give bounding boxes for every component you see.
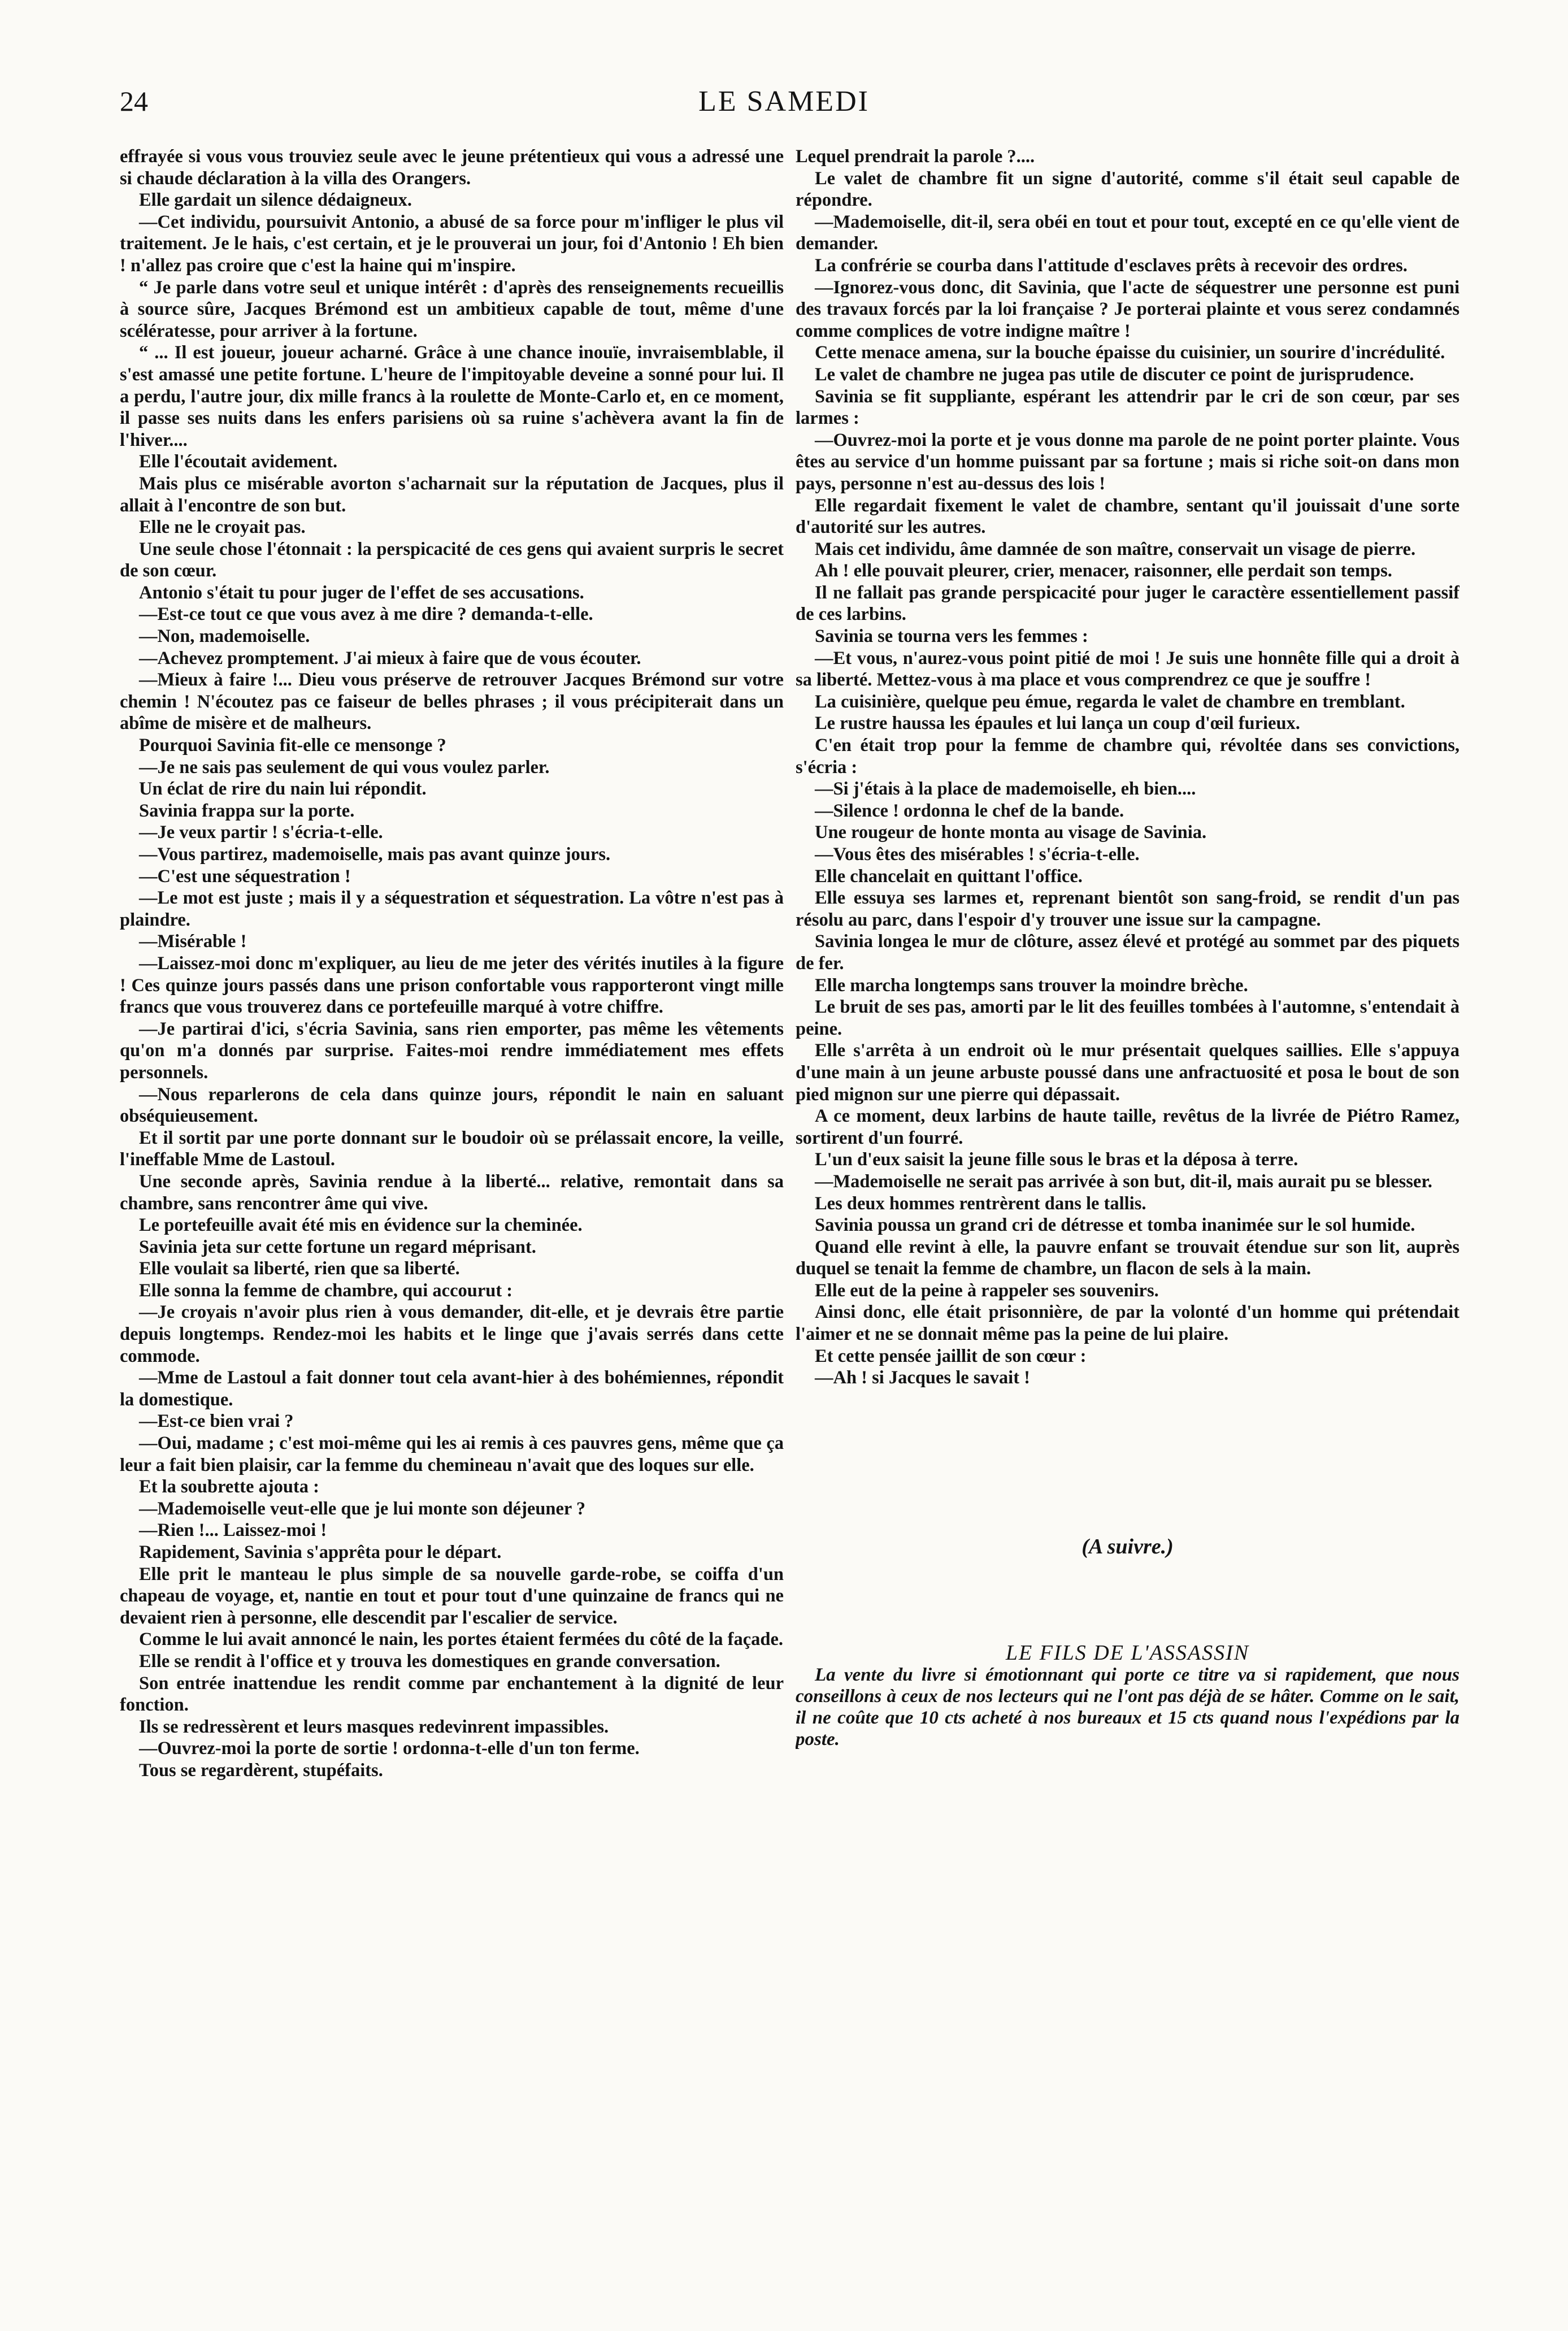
paragraph: Et la soubrette ajouta : bbox=[139, 1477, 319, 1497]
paragraph: Et il sortit par une porte donnant sur le boudoir où se prélassait encore, la veille, l'ineffable Mme de Lastoul. bbox=[120, 1127, 784, 1170]
paragraph: Elle marcha longtemps sans trouver la moindre brèche. bbox=[815, 975, 1248, 996]
paragraph: Elle gardait un silence dédaigneux. bbox=[139, 190, 412, 211]
notice-title: LE FILS DE L'ASSASSIN bbox=[1005, 1641, 1250, 1665]
paragraph: —Est-ce bien vrai ? bbox=[139, 1411, 294, 1432]
paragraph: Mais cet individu, âme damnée de son maître, conservait un visage de pierre. bbox=[815, 539, 1416, 559]
paragraph: —Non, mademoiselle. bbox=[139, 626, 310, 647]
paragraph: Elle ne le croyait pas. bbox=[139, 517, 306, 538]
paragraph: —Est-ce tout ce que vous avez à me dire ? demanda-t-elle. bbox=[139, 604, 593, 625]
paragraph: Mais plus ce misérable avorton s'acharnait sur la réputation de Jacques, plus il allait à l'encontre de son but. bbox=[120, 473, 784, 516]
paragraph: Cette menace amena, sur la bouche épaisse du cuisinier, un sourire d'incrédulité. bbox=[815, 342, 1445, 363]
paragraph: Tous se regardèrent, stupéfaits. bbox=[139, 1760, 383, 1781]
paragraph: —Cet individu, poursuivit Antonio, a abusé de sa force pour m'infliger le plus vil traitement. Je le hais, c'est certain, et je le prouverai un jour, foi d'Antonio ! Eh bien ! n'allez pas croire que c'est la haine qui m'inspire. bbox=[120, 211, 784, 276]
paragraph: —Ouvrez-moi la porte et je vous donne ma parole de ne point porter plainte. Vous êtes au service d'un homme puissant par sa fortune ; mais si riche soit-on dans mon pays, personne n'est au-dessus des lois ! bbox=[796, 429, 1460, 494]
notice-text: La vente du livre si émotionnant qui porte ce titre va si rapidement, que nous conseillons à ceux de nos lecteurs qui ne l'ont pas déjà de se hâter. Comme on le sait, il ne coûte que 10 cts acheté à nos bureaux et 15 cts quand nous l'expédions par la poste. bbox=[796, 1665, 1460, 1750]
paragraph: —Ignorez-vous donc, dit Savinia, que l'acte de séquestrer une personne est puni des travaux forcés par la loi française ? Je porterai plainte et vous serez condamnés comme complices de votre indigne maître ! bbox=[796, 277, 1460, 341]
paragraph: Elle chancelait en quittant l'office. bbox=[815, 866, 1083, 887]
paragraph: Et cette pensée jaillit de son cœur : bbox=[815, 1345, 1087, 1366]
paragraph: Ah ! elle pouvait pleurer, crier, menacer, raisonner, elle perdait son temps. bbox=[815, 561, 1392, 581]
to-be-continued: (A suivre.) bbox=[1081, 1534, 1174, 1559]
paragraph: —Misérable ! bbox=[139, 931, 247, 952]
paragraph: A ce moment, deux larbins de haute taille, revêtus de la livrée de Piétro Ramez, sortirent d'un fourré. bbox=[796, 1106, 1460, 1148]
paragraph: Savinia se tourna vers les femmes : bbox=[815, 626, 1088, 647]
paragraph: “ ... Il est joueur, joueur acharné. Grâce à une chance inouïe, invraisemblable, il s'est amassé une petite fortune. L'heure de l'impitoyable deveine a sonné pour lui. Il a perdu, l'autre jour, dix mille francs à la roulette de Monte-Carlo et, en ce moment, il passe ses nuits dans les enfers parisiens où sa ruine s'achèvera avant la fin de l'hiver.... bbox=[120, 342, 784, 450]
left-column bbox=[120, 146, 784, 2293]
paragraph: Comme le lui avait annoncé le nain, les portes étaient fermées du côté de la façade. bbox=[139, 1629, 784, 1650]
paragraph: Elle eut de la peine à rappeler ses souvenirs. bbox=[815, 1280, 1159, 1301]
right-column-text bbox=[796, 146, 1460, 1389]
paragraph: —Ouvrez-moi la porte de sortie ! ordonna-t-elle d'un ton ferme. bbox=[139, 1738, 640, 1759]
paragraph: —Silence ! ordonna le chef de la bande. bbox=[815, 800, 1124, 821]
paragraph: —Mme de Lastoul a fait donner tout cela avant-hier à des bohémiennes, répondit la domestique. bbox=[120, 1368, 784, 1410]
paragraph: —Et vous, n'aurez-vous point pitié de moi ! Je suis une honnête fille qui a droit à sa liberté. Mettez-vous à ma place et vous comprendrez ce que je souffre ! bbox=[796, 648, 1460, 691]
paragraph: Savinia frappa sur la porte. bbox=[139, 800, 355, 821]
paragraph: Le rustre haussa les épaules et lui lança un coup d'œil furieux. bbox=[815, 713, 1300, 734]
paragraph: Savinia jeta sur cette fortune un regard méprisant. bbox=[139, 1236, 536, 1257]
paragraph: —Laissez-moi donc m'expliquer, au lieu de me jeter des vérités inutiles à la figure ! Ces quinze jours passés dans une prison confortable vous rapporteront vingt mille francs que vous trouverez dans ce portefeuille marqué à votre chiffre. bbox=[120, 953, 784, 1018]
paragraph: —Mademoiselle ne serait pas arrivée à son but, dit-il, mais aurait pu se blesser. bbox=[815, 1171, 1432, 1192]
paragraph: Savinia longea le mur de clôture, assez élevé et protégé au sommet par des piquets de fer. bbox=[796, 931, 1460, 974]
paragraph: Son entrée inattendue les rendit comme par enchantement à la dignité de leur fonction. bbox=[120, 1673, 784, 1716]
paragraph: —Je veux partir ! s'écria-t-elle. bbox=[139, 822, 383, 843]
paragraph: —Mademoiselle, dit-il, sera obéi en tout et pour tout, excepté en ce qu'elle vient de demander. bbox=[796, 211, 1460, 254]
paragraph: —Nous reparlerons de cela dans quinze jours, répondit le nain en saluant obséquieusement. bbox=[120, 1084, 784, 1127]
page-number: 24 bbox=[120, 85, 148, 117]
paragraph: Savinia se fit suppliante, espérant les attendrir par le cri de son cœur, par ses larmes : bbox=[796, 386, 1460, 429]
paragraph: Le valet de chambre ne jugea pas utile de discuter ce point de jurisprudence. bbox=[815, 364, 1414, 385]
paragraph: La cuisinière, quelque peu émue, regarda le valet de chambre en tremblant. bbox=[815, 691, 1405, 712]
paragraph: Elle sonna la femme de chambre, qui accourut : bbox=[139, 1280, 513, 1301]
paragraph: Elle essuya ses larmes et, reprenant bientôt son sang-froid, se rendit d'un pas résolu au parc, dans l'espoir d'y trouver une issue sur la campagne. bbox=[796, 888, 1460, 930]
paragraph: —Le mot est juste ; mais il y a séquestration et séquestration. La vôtre n'est pas à plaindre. bbox=[120, 888, 784, 930]
paragraph: Elle regardait fixement le valet de chambre, sentant qu'il jouissait d'une sorte d'autorité sur les autres. bbox=[796, 495, 1460, 538]
paragraph: Elle voulait sa liberté, rien que sa liberté. bbox=[139, 1258, 460, 1279]
paragraph: Elle s'arrêta à un endroit où le mur présentait quelques saillies. Elle s'appuya d'une main à un jeune arbuste poussé dans une anfractuosité et posa le bout de son pied mignon sur une pierre qui dépassait. bbox=[796, 1040, 1460, 1105]
paragraph: effrayée si vous vous trouviez seule avec le jeune prétentieux qui vous a adressé une si chaude déclaration à la villa des Orangers. bbox=[120, 146, 784, 189]
paragraph: —Vous partirez, mademoiselle, mais pas avant quinze jours. bbox=[139, 844, 611, 865]
paragraph: Une seconde après, Savinia rendue à la liberté... relative, remontait dans sa chambre, sans rencontrer âme qui vive. bbox=[120, 1171, 784, 1214]
paragraph: Une rougeur de honte monta au visage de Savinia. bbox=[815, 822, 1207, 843]
paragraph: Ils se redressèrent et leurs masques redevinrent impassibles. bbox=[139, 1716, 609, 1737]
paragraph: Rapidement, Savinia s'apprêta pour le départ. bbox=[139, 1542, 502, 1562]
paragraph: Lequel prendrait la parole ?.... bbox=[796, 146, 1035, 167]
paragraph: —Mieux à faire !... Dieu vous préserve de retrouver Jacques Brémond sur votre chemin ! N'écoutez pas ce faiseur de belles phrases ; il vous précipiterait dans un abîme de misère et de malheurs. bbox=[120, 670, 784, 734]
paragraph: —Achevez promptement. J'ai mieux à faire que de vous écouter. bbox=[139, 648, 641, 669]
paragraph: Une seule chose l'étonnait : la perspicacité de ces gens qui avaient surpris le secret de son cœur. bbox=[120, 539, 784, 581]
paragraph: Il ne fallait pas grande perspicacité pour juger le caractère essentiellement passif de ces larbins. bbox=[796, 582, 1460, 625]
paragraph: —C'est une séquestration ! bbox=[139, 866, 351, 887]
paragraph: —Vous êtes des misérables ! s'écria-t-elle. bbox=[815, 844, 1140, 865]
paragraph: —Je partirai d'ici, s'écria Savinia, sans rien emporter, pas même les vêtements qu'on m'a donnés par surprise. Faites-moi rendre immédiatement mes effets personnels. bbox=[120, 1018, 784, 1083]
paragraph: Un éclat de rire du nain lui répondit. bbox=[139, 779, 427, 800]
paragraph: —Oui, madame ; c'est moi-même qui les ai remis à ces pauvres gens, même que ça leur a fait bien plaisir, car la femme du chemineau n'avait que des loques sur elle. bbox=[120, 1433, 784, 1475]
paragraph: Elle prit le manteau le plus simple de sa nouvelle garde-robe, se coiffa d'un chapeau de voyage, et, nantie en tout et pour tout d'une quinzaine de francs qui ne devaient rien à personne, elle descendit par l'escalier de service. bbox=[120, 1564, 784, 1628]
paragraph: Le valet de chambre fit un signe d'autorité, comme s'il était seul capable de répondre. bbox=[796, 168, 1460, 211]
right-column bbox=[796, 146, 1460, 2293]
paragraph: La confrérie se courba dans l'attitude d'esclaves prêts à recevoir des ordres. bbox=[815, 255, 1408, 276]
paragraph: Les deux hommes rentrèrent dans le tallis. bbox=[815, 1193, 1146, 1214]
paragraph: Elle l'écoutait avidement. bbox=[139, 452, 338, 472]
paragraph: Savinia poussa un grand cri de détresse et tomba inanimée sur le sol humide. bbox=[815, 1215, 1415, 1236]
paragraph: Le bruit de ses pas, amorti par le lit des feuilles tombées à l'automne, s'entendait à peine. bbox=[796, 997, 1460, 1039]
paragraph: —Mademoiselle veut-elle que je lui monte son déjeuner ? bbox=[139, 1498, 586, 1519]
paragraph: Pourquoi Savinia fit-elle ce mensonge ? bbox=[139, 735, 446, 756]
paragraph: Antonio s'était tu pour juger de l'effet de ses accusations. bbox=[139, 582, 584, 603]
paragraph: —Rien !... Laissez-moi ! bbox=[139, 1520, 327, 1541]
paragraph: C'en était trop pour la femme de chambre qui, révoltée dans ses convictions, s'écria : bbox=[796, 735, 1460, 778]
paragraph: —Si j'étais à la place de mademoiselle, eh bien.... bbox=[815, 779, 1196, 800]
paragraph: Quand elle revint à elle, la pauvre enfant se trouvait étendue sur son lit, auprès duquel se tenait la femme de chambre, un flacon de sels à la main. bbox=[796, 1236, 1460, 1279]
paragraph: —Je croyais n'avoir plus rien à vous demander, dit-elle, et je devrais être partie depuis longtemps. Rendez-moi les habits et le linge que j'avais serrés dans cette commode. bbox=[120, 1302, 784, 1366]
paragraph: Elle se rendit à l'office et y trouva les domestiques en grande conversation. bbox=[139, 1651, 720, 1672]
paragraph: —Ah ! si Jacques le savait ! bbox=[815, 1368, 1030, 1388]
paragraph: —Je ne sais pas seulement de qui vous voulez parler. bbox=[139, 757, 550, 778]
paragraph: Ainsi donc, elle était prisonnière, de par la volonté d'un homme qui prétendait l'aimer et ne se donnait même pas la peine de lui plaire. bbox=[796, 1302, 1460, 1345]
paragraph: Le portefeuille avait été mis en évidence sur la cheminée. bbox=[139, 1215, 583, 1236]
running-head: LE SAMEDI bbox=[698, 85, 870, 118]
paragraph: L'un d'eux saisit la jeune fille sous le bras et la déposa à terre. bbox=[815, 1149, 1298, 1170]
paragraph: “ Je parle dans votre seul et unique intérêt : d'après des renseignements recueillis à source sûre, Jacques Brémond est un ambitieux capable de tout, même d'une scélératesse, pour arriver à la fortune. bbox=[120, 277, 784, 341]
